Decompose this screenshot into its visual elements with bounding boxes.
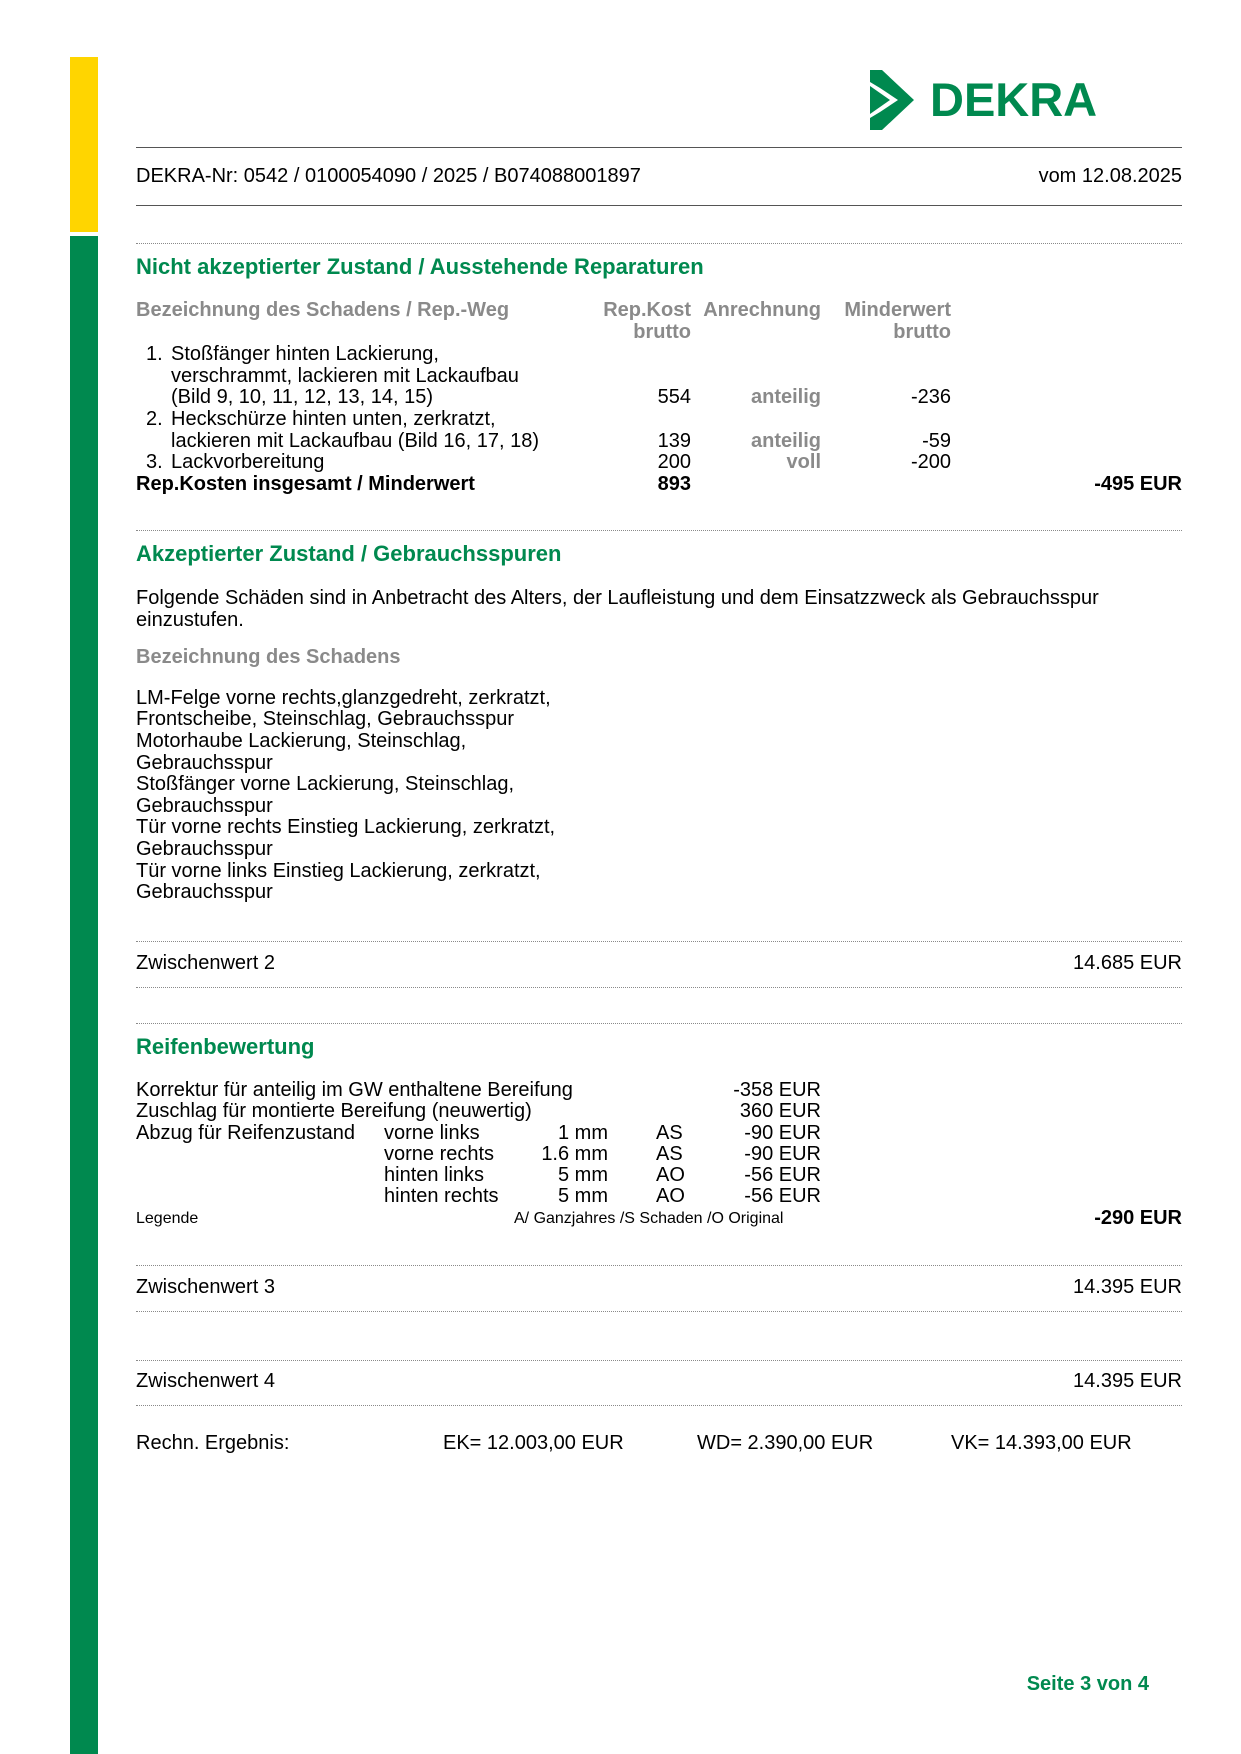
item-desc-line: Heckschürze hinten unten, zerkratzt, bbox=[171, 408, 496, 430]
zwischenwert-3-value: 14.395 EUR bbox=[1073, 1276, 1182, 1298]
tire-value: -56 EUR bbox=[744, 1164, 821, 1186]
tire-surcharge-label: Zuschlag für montierte Bereifung (neuwertig) bbox=[136, 1100, 532, 1122]
document-date: vom 12.08.2025 bbox=[1038, 165, 1182, 187]
zwischenwert-3-label: Zwischenwert 3 bbox=[136, 1276, 275, 1298]
item-minderwert: -59 bbox=[922, 430, 951, 452]
zwischenwert-2-label: Zwischenwert 2 bbox=[136, 952, 275, 974]
dekra-logo-mark-icon bbox=[864, 68, 920, 132]
wear-intro-line: einzustufen. bbox=[136, 609, 244, 631]
tire-value: -90 EUR bbox=[744, 1143, 821, 1165]
section-divider bbox=[136, 987, 1182, 988]
repair-total-label: Rep.Kosten insgesamt / Minderwert bbox=[136, 473, 475, 495]
section-divider bbox=[136, 530, 1182, 531]
zwischenwert-2-value: 14.685 EUR bbox=[1073, 952, 1182, 974]
wear-item-line: Motorhaube Lackierung, Steinschlag, bbox=[136, 730, 467, 752]
side-bar-green bbox=[70, 236, 98, 1754]
zwischenwert-4-label: Zwischenwert 4 bbox=[136, 1370, 275, 1392]
section-divider bbox=[136, 1360, 1182, 1361]
wear-intro-line: Folgende Schäden sind in Anbetracht des Alters, der Laufleistung und dem Einsatzzweck als Gebrauchsspur bbox=[136, 587, 1099, 609]
section-title-tires: Reifenbewertung bbox=[136, 1034, 315, 1059]
header-rule-top bbox=[136, 147, 1182, 148]
item-number: 2. bbox=[146, 408, 163, 430]
item-anrechnung: voll bbox=[786, 451, 821, 473]
tire-code: AS bbox=[656, 1122, 683, 1144]
result-ek: EK= 12.003,00 EUR bbox=[443, 1432, 624, 1454]
col-header-anrechnung: Anrechnung bbox=[703, 299, 821, 321]
item-number: 3. bbox=[146, 451, 163, 473]
section-divider bbox=[136, 1265, 1182, 1266]
legend-label: Legende bbox=[136, 1210, 199, 1227]
col-header-minderwert: Minderwert bbox=[844, 299, 951, 321]
tire-surcharge-value: 360 EUR bbox=[739, 1100, 821, 1122]
item-minderwert: -236 bbox=[910, 386, 951, 408]
result-label: Rechn. Ergebnis: bbox=[136, 1432, 290, 1454]
item-desc-line: Lackvorbereitung bbox=[171, 451, 325, 473]
wear-item-line: Gebrauchsspur bbox=[136, 881, 273, 903]
item-desc-line: Stoßfänger hinten Lackierung, bbox=[171, 343, 439, 365]
tire-code: AO bbox=[656, 1164, 685, 1186]
col-header-cost-brutto: brutto bbox=[633, 321, 691, 343]
wear-item-line: Stoßfänger vorne Lackierung, Steinschlag, bbox=[136, 773, 514, 795]
dekra-logo bbox=[864, 68, 1098, 132]
repair-total-cost: 893 bbox=[657, 473, 691, 495]
side-bar-yellow bbox=[70, 57, 98, 232]
item-cost: 554 bbox=[657, 386, 691, 408]
col-header-desc: Bezeichnung des Schadens / Rep.-Weg bbox=[136, 299, 510, 321]
tire-position: vorne links bbox=[384, 1122, 480, 1144]
item-cost: 200 bbox=[657, 451, 691, 473]
section-divider bbox=[136, 1023, 1182, 1024]
result-wd: WD= 2.390,00 EUR bbox=[697, 1432, 874, 1454]
tire-value: -90 EUR bbox=[744, 1122, 821, 1144]
tire-correction-label: Korrektur für anteilig im GW enthaltene Bereifung bbox=[136, 1079, 573, 1101]
wear-col-header: Bezeichnung des Schadens bbox=[136, 646, 401, 668]
header-rule-bottom bbox=[136, 205, 1182, 206]
item-desc-line: (Bild 9, 10, 11, 12, 13, 14, 15) bbox=[171, 386, 434, 408]
section-divider bbox=[136, 941, 1182, 942]
wear-item-line: Frontscheibe, Steinschlag, Gebrauchsspur bbox=[136, 708, 514, 730]
tire-code: AS bbox=[656, 1143, 683, 1165]
section-divider bbox=[136, 243, 1182, 244]
tire-total: -290 EUR bbox=[1094, 1207, 1182, 1229]
tire-correction-value: -358 EUR bbox=[733, 1079, 821, 1101]
tire-depth: 5 mm bbox=[558, 1185, 608, 1207]
wear-item-line: Tür vorne rechts Einstieg Lackierung, zerkratzt, bbox=[136, 816, 556, 838]
item-desc-line: verschrammt, lackieren mit Lackaufbau bbox=[171, 365, 519, 387]
item-minderwert: -200 bbox=[910, 451, 951, 473]
tire-deduction-label: Abzug für Reifenzustand bbox=[136, 1122, 356, 1144]
tire-position: hinten rechts bbox=[384, 1185, 499, 1207]
result-vk: VK= 14.393,00 EUR bbox=[951, 1432, 1132, 1454]
wear-item-line: LM-Felge vorne rechts,glanzgedreht, zerkratzt, bbox=[136, 687, 551, 709]
item-cost: 139 bbox=[657, 430, 691, 452]
section-divider bbox=[136, 1405, 1182, 1406]
wear-item-line: Tür vorne links Einstieg Lackierung, zerkratzt, bbox=[136, 860, 541, 882]
zwischenwert-4-value: 14.395 EUR bbox=[1073, 1370, 1182, 1392]
tire-depth: 1 mm bbox=[558, 1122, 608, 1144]
tire-depth: 5 mm bbox=[558, 1164, 608, 1186]
col-header-minderwert-brutto: brutto bbox=[893, 321, 951, 343]
wear-item-line: Gebrauchsspur bbox=[136, 838, 273, 860]
repair-total-value: -495 EUR bbox=[1094, 473, 1182, 495]
tire-depth: 1.6 mm bbox=[541, 1143, 608, 1165]
section-divider bbox=[136, 1311, 1182, 1312]
item-desc-line: lackieren mit Lackaufbau (Bild 16, 17, 18) bbox=[171, 430, 539, 452]
item-anrechnung: anteilig bbox=[750, 386, 821, 408]
tire-position: hinten links bbox=[384, 1164, 485, 1186]
wear-item-line: Gebrauchsspur bbox=[136, 752, 273, 774]
section-title-wear: Akzeptierter Zustand / Gebrauchsspuren bbox=[136, 541, 562, 566]
dekra-number: DEKRA-Nr: 0542 / 0100054090 / 2025 / B074088001897 bbox=[136, 165, 641, 187]
item-number: 1. bbox=[146, 343, 163, 365]
col-header-cost: Rep.Kost bbox=[603, 299, 691, 321]
tire-position: vorne rechts bbox=[384, 1143, 495, 1165]
page-number: Seite 3 von 4 bbox=[1026, 1673, 1149, 1695]
wear-item-line: Gebrauchsspur bbox=[136, 795, 273, 817]
legend-text: A/ Ganzjahres /S Schaden /O Original bbox=[514, 1210, 784, 1227]
item-anrechnung: anteilig bbox=[750, 430, 821, 452]
section-title-repairs: Nicht akzeptierter Zustand / Ausstehende Reparaturen bbox=[136, 254, 704, 279]
dekra-logo-text: DEKRA bbox=[930, 73, 1098, 126]
tire-value: -56 EUR bbox=[744, 1185, 821, 1207]
tire-code: AO bbox=[656, 1185, 685, 1207]
